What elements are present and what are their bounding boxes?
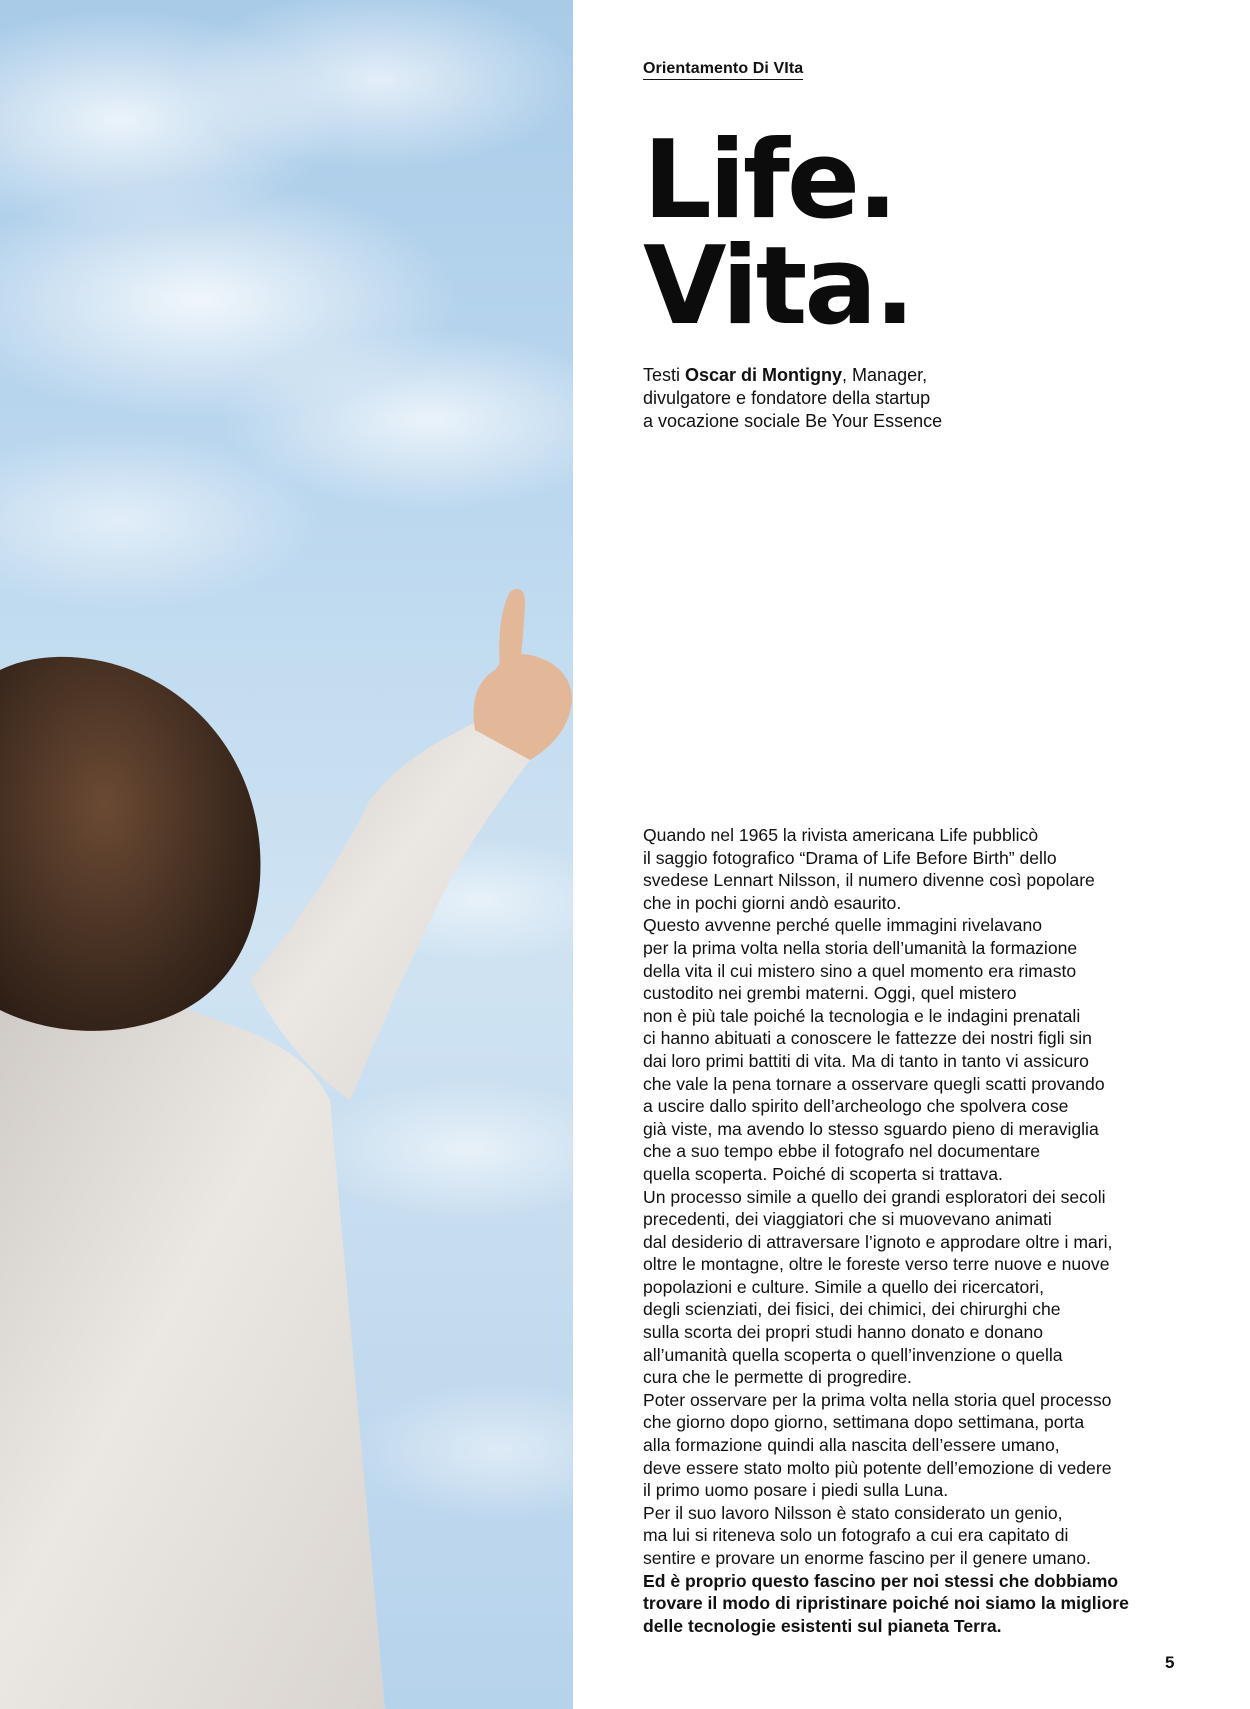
byline	[643, 364, 983, 433]
body-line: quella scoperta. Poiché di scoperta si trattava.	[643, 1163, 1003, 1184]
headline-line-1: Life.	[643, 118, 896, 243]
headline	[643, 118, 913, 349]
byline-prefix: Testi	[643, 365, 686, 385]
body-line: sentire e provare un enorme fascino per il genere umano.	[643, 1548, 1091, 1568]
body-line: Poter osservare per la prima volta nella storia quel processo	[643, 1389, 1112, 1410]
body-line: cura che le permette di progredire.	[643, 1367, 912, 1388]
body-line: della vita il cui mistero sino a quel momento era rimasto	[643, 960, 1077, 981]
body-line: per la prima volta nella storia dell’umanità la formazione	[643, 937, 1078, 958]
body-line: alla formazione quindi alla nascita dell’essere umano,	[643, 1435, 1060, 1456]
body-line: ma lui si riteneva solo un fotografo a cui era capitato di	[643, 1525, 1069, 1546]
body-line: oltre le montagne, oltre le foreste verso terre nuove e nuove	[643, 1254, 1110, 1275]
body-line: svedese Lennart Nilsson, il numero divenne così popolare	[643, 870, 1095, 891]
body-closing-line: trovare il modo di ripristinare poiché noi siamo la migliore	[643, 1593, 1129, 1614]
child-pointing-sky-illustration	[0, 0, 573, 1709]
body-line: che in pochi giorni andò esaurito.	[643, 892, 902, 913]
body-closing-line: delle tecnologie esistenti sul pianeta Terra.	[643, 1615, 1002, 1636]
byline-role: , Manager,	[842, 365, 928, 385]
body-line: il primo uomo posare i piedi sulla Luna.	[643, 1480, 949, 1501]
body-line: ci hanno abituati a conoscere le fattezze dei nostri figli sin	[643, 1028, 1092, 1049]
body-line: il saggio fotografico “Drama of Life Before Birth” dello	[643, 847, 1057, 868]
body-line: sulla scorta dei propri studi hanno donato e donano	[643, 1322, 1044, 1343]
body-line: Un processo simile a quello dei grandi esploratori dei secoli	[643, 1186, 1106, 1207]
body-line: dal desiderio di attraversare l’ignoto e approdare oltre i mari,	[643, 1231, 1113, 1252]
body-line: già viste, ma avendo lo stesso sguardo pieno di meraviglia	[643, 1118, 1099, 1139]
body-line: dai loro primi battiti di vita. Ma di tanto in tanto vi assicuro	[643, 1050, 1089, 1071]
body-line: popolazioni e culture. Simile a quello dei ricercatori,	[643, 1276, 1044, 1297]
body-line: custodito nei grembi materni. Oggi, quel mistero	[643, 983, 1017, 1004]
byline-author: Oscar di Montigny	[685, 365, 843, 385]
body-closing-line: Ed è proprio questo fascino per noi stessi che dobbiamo	[643, 1570, 1119, 1591]
body-line: Questo avvenne perché quelle immagini rivelavano	[643, 915, 1043, 936]
section-label: Orientamento Di VIta	[643, 60, 803, 80]
headline-line-2: Vita.	[643, 224, 913, 349]
body-line: che vale la pena tornare a osservare quegli scatti provando	[643, 1073, 1105, 1094]
hero-photo	[0, 0, 573, 1709]
body-line: deve essere stato molto più potente dell’emozione di vedere	[643, 1457, 1112, 1478]
page-number: 5	[1165, 1653, 1175, 1672]
body-line: degli scienziati, dei fisici, dei chimici, dei chirurghi che	[643, 1299, 1061, 1320]
article-body	[643, 824, 1183, 1637]
body-line: all’umanità quella scoperta o quell’invenzione o quella	[643, 1344, 1063, 1365]
body-line: a uscire dallo spirito dell’archeologo che spolvera cose	[643, 1096, 1069, 1117]
body-line: non è più tale poiché la tecnologia e le indagini prenatali	[643, 1005, 1081, 1026]
body-line: che giorno dopo giorno, settimana dopo settimana, porta	[643, 1412, 1085, 1433]
byline-role: a vocazione sociale Be Your Essence	[643, 411, 943, 431]
body-line: precedenti, dei viaggiatori che si muovevano animati	[643, 1209, 1052, 1230]
byline-role: divulgatore e fondatore della startup	[643, 388, 931, 408]
body-line: Per il suo lavoro Nilsson è stato considerato un genio,	[643, 1502, 1063, 1523]
body-line: che a suo tempo ebbe il fotografo nel documentare	[643, 1141, 1041, 1162]
body-line: Quando nel 1965 la rivista americana Life pubblicò	[643, 825, 1039, 845]
